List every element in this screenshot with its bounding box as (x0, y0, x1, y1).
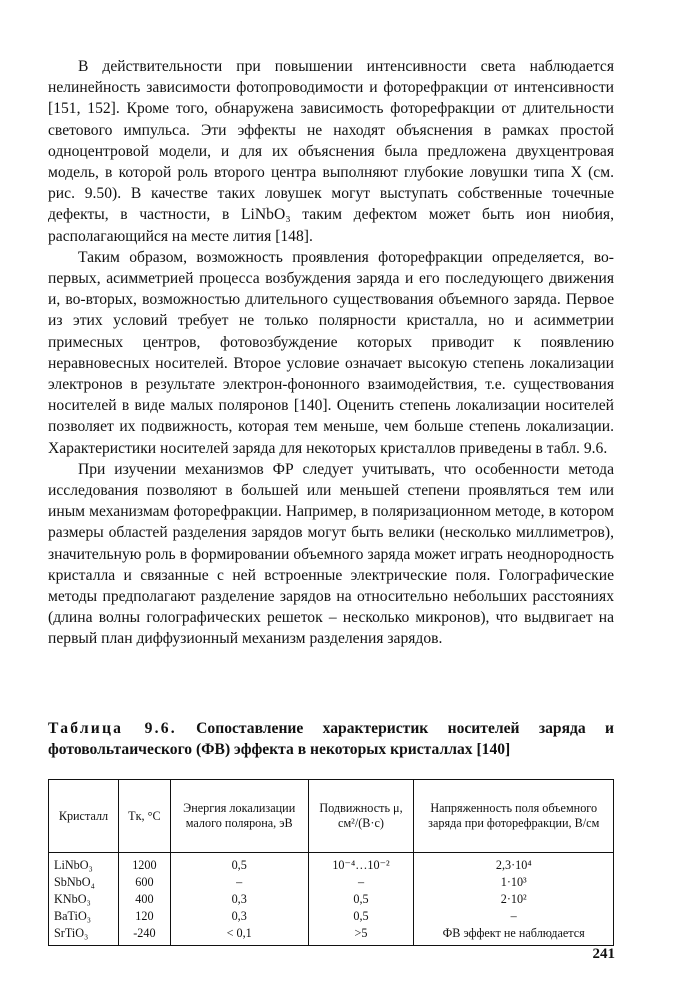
cell-crystal: SrTiO₃ (49, 925, 119, 946)
page-number: 241 (592, 946, 615, 962)
cell-tk: 400 (118, 891, 170, 908)
paragraph-2: Таким образом, возможность проявления фоторефракции определяется, во-первых, асимметрией процесса возбуждения заряда и его последующего движения и, во-вторых, возможностью длительного существования объемного заряда. Первое из этих условий требует не только полярности кристалла, но и асимметрии примесных центров, фотовозбуждение которых приводит к появлению неравновесных носителей. Второе условие означает высокую степень локализации электронов в результате электрон-фононного взаимодействия, т.е. существования носителей в виде малых поляронов [140]. Оценить степень локализации носителей позволяет их подвижность, которая тем меньше, чем больше степень локализации. Характеристики носителей заряда для некоторых кристаллов приведены в табл. 9.6. (48, 248, 614, 457)
table-row (49, 908, 614, 925)
table-row (49, 925, 614, 946)
cell-crystal: KNbO₃ (49, 891, 119, 908)
cell-mobility: >5 (308, 925, 414, 946)
cell-field: 1·10³ (414, 874, 614, 891)
cell-crystal: SbNbO₄ (49, 874, 119, 891)
cell-mobility: – (308, 874, 414, 891)
cell-mobility: 0,5 (308, 891, 414, 908)
table-header-row (49, 780, 614, 853)
table-caption-label: Таблица 9.6. (48, 720, 177, 737)
cell-tk: 120 (118, 908, 170, 925)
cell-energy: < 0,1 (170, 925, 308, 946)
table-caption (48, 718, 614, 760)
header-tk: Tк, °C (118, 780, 170, 853)
cell-energy: 0,3 (170, 891, 308, 908)
cell-field: – (414, 908, 614, 925)
main-text (48, 56, 614, 650)
table-row (49, 874, 614, 891)
cell-tk: 600 (118, 874, 170, 891)
cell-energy: – (170, 874, 308, 891)
cell-tk: -240 (118, 925, 170, 946)
cell-field: 2,3·10⁴ (414, 853, 614, 875)
header-energy: Энергия локализации малого полярона, эВ (170, 780, 308, 853)
cell-energy: 0,5 (170, 853, 308, 875)
header-mobility: Подвижность μ, см²/(В·с) (308, 780, 414, 853)
table-row (49, 891, 614, 908)
cell-crystal: BaTiO₃ (49, 908, 119, 925)
table-row (49, 853, 614, 875)
header-crystal: Кристалл (49, 780, 119, 853)
cell-mobility: 0,5 (308, 908, 414, 925)
cell-energy: 0,3 (170, 908, 308, 925)
paragraph-1: В действительности при повышении интенсивности света наблюдается нелинейность зависимости фотопроводимости и фоторефракции от интенсивности [151, 152]. Кроме того, обнаружена зависимость фоторефракции от длительности светового импульса. Эти эффекты не находят объяснения в рамках простой одноцентровой модели, и для их объяснения была предложена двухцентровая модель, в которой роль второго центра выполняют глубокие ловушки типа X (см. рис. 9.50). В качестве таких ловушек могут выступать собственные точечные дефекты, в частности, в LiNbO₃ таким дефектом может быть ион ниобия, располагающийся на месте лития [148]. (48, 58, 614, 245)
data-table (48, 779, 614, 946)
header-field: Напряженность поля объемного заряда при фоторефракции, В/см (414, 780, 614, 853)
table-caption-text: Сопоставление характеристик носителей заряда и фотовольтаического (ФВ) эффекта в некоторых кристаллах [140] (48, 720, 614, 758)
cell-crystal: LiNbO₃ (49, 853, 119, 875)
cell-mobility: 10⁻⁴…10⁻² (308, 853, 414, 875)
cell-field: ФВ эффект не наблюдается (414, 925, 614, 946)
cell-field: 2·10² (414, 891, 614, 908)
paragraph-3: При изучении механизмов ФР следует учитывать, что особенности метода исследования позволяют в большей или меньшей степени проявляться тем или иным механизмам фоторефракции. Например, в поляризационном методе, в котором размеры областей разделения зарядов могут быть велики (несколько миллиметров), значительную роль в формировании объемного заряда может играть неоднородность кристалла и связанные с ней встроенные электрические поля. Голографические методы предполагают разделение зарядов на относительно небольших расстояниях (длина волны голографических решеток – несколько микронов), что выдвигает на первый план диффузионный механизм разделения зарядов. (48, 460, 614, 648)
cell-tk: 1200 (118, 853, 170, 875)
